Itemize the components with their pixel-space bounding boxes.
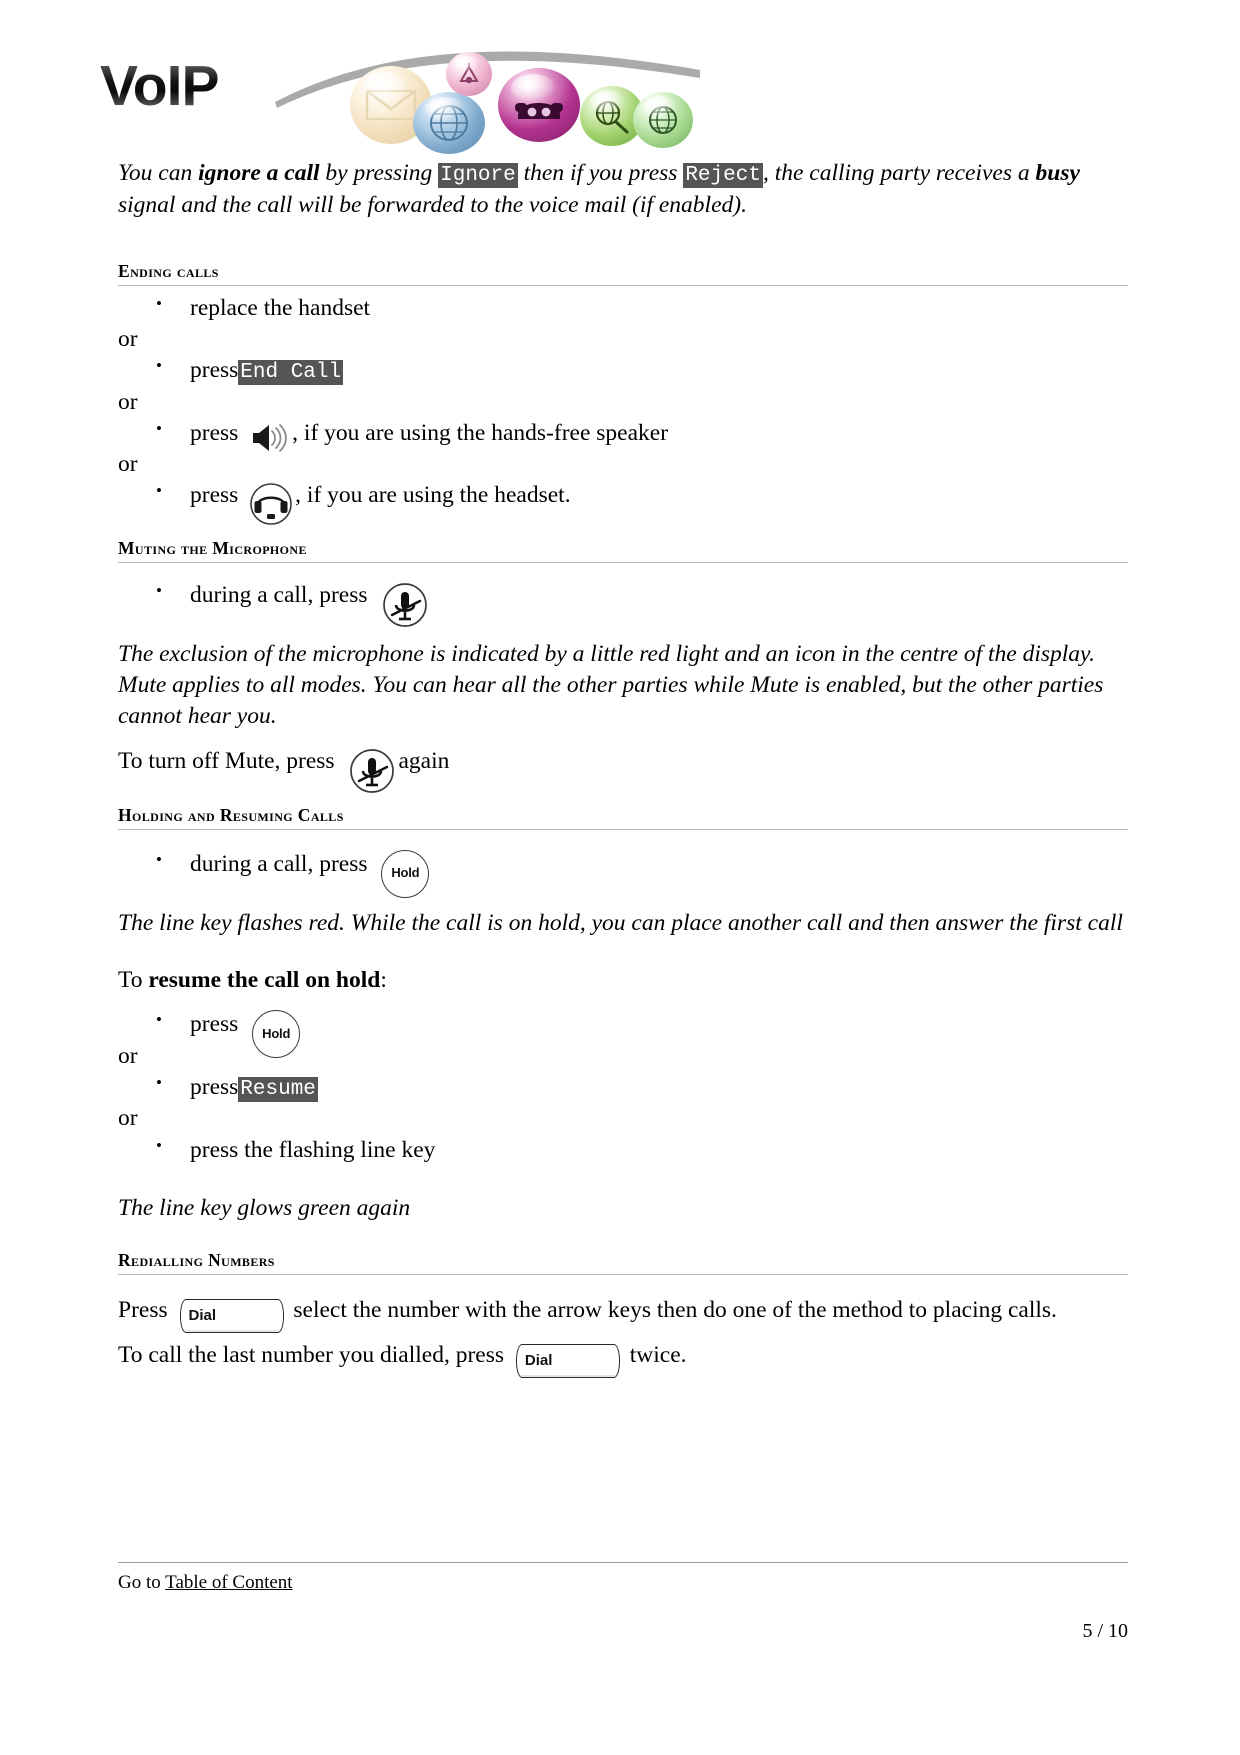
press-text: press: [190, 1074, 239, 1101]
mute-microphone-icon[interactable]: [348, 747, 396, 795]
hold-button-circle: [252, 1010, 300, 1058]
during-call-press-text: during a call, press: [190, 582, 368, 609]
ending-calls-list: [118, 292, 1128, 325]
list-item: [118, 417, 1128, 450]
speaker-icon[interactable]: [250, 422, 290, 454]
hold-button-circle: [381, 850, 429, 898]
footer-goto-line: [118, 1571, 1128, 1596]
header-banner: [100, 30, 700, 142]
section-heading-redialling-numbers: Redialling Numbers: [118, 1249, 275, 1270]
section-heading-holding-resuming-calls: Holding and Resuming Calls: [118, 805, 344, 826]
resume-softkey[interactable]: Resume: [240, 1078, 316, 1102]
sphere-gloss: [643, 96, 676, 117]
or-connector: or: [118, 325, 138, 352]
list-item: [118, 1008, 1128, 1042]
intro-text-7: signal and the call will be forwarded to the voice mail (if enabled).: [118, 191, 747, 218]
banner-icon-group: [250, 34, 710, 142]
list-item: [118, 1134, 1128, 1167]
ending-calls-list-2: [118, 354, 1128, 387]
mute-microphone-icon[interactable]: [381, 581, 429, 629]
page-number: 5 / 10: [1082, 1619, 1128, 1642]
list-item: [118, 354, 1128, 387]
muting-list: [118, 579, 1128, 613]
dial-button-icon[interactable]: [180, 1299, 284, 1333]
redial-instruction-line-2: [118, 1340, 1128, 1371]
hold-button-icon[interactable]: [381, 850, 429, 898]
resume-colon: :: [380, 966, 387, 993]
list-item: [118, 848, 1128, 882]
world-globe-sphere-icon: [633, 92, 693, 148]
press-text: press: [190, 482, 239, 509]
reject-softkey[interactable]: Reject: [685, 164, 761, 187]
or-connector: or: [118, 388, 138, 415]
hold-explanation-paragraph: The line key flashes red. While the call is on hold, you can place another call and then answer the first call: [118, 909, 1123, 936]
telephone-sphere-icon: [498, 68, 580, 142]
heading-divider: [118, 829, 1128, 830]
resume-lead-text: To: [118, 966, 149, 993]
hands-free-speaker-text: , if you are using the hands-free speaker: [292, 420, 669, 447]
intro-text-4: then if you press: [517, 160, 684, 186]
turn-off-mute-text: To turn off Mute, press: [118, 748, 335, 775]
footer-divider: [118, 1562, 1128, 1563]
turn-off-mute-line: [118, 746, 1128, 779]
voip-logo: VoIP: [100, 54, 219, 118]
globe-sphere-icon: [413, 92, 485, 154]
hold-button-label: Hold: [391, 865, 420, 881]
mute-explanation-paragraph: The exclusion of the microphone is indicated by a little red light and an icon in the centre of the display. Mute applies to all modes. You can hear all the other parties while Mute is enabled, but the other parties cannot hear you.: [118, 640, 1104, 730]
end-call-softkey[interactable]: End Call: [240, 361, 342, 385]
twice-text: twice.: [629, 1342, 687, 1369]
satellite-dish-sphere-icon: [446, 52, 492, 96]
section-heading-muting-microphone: Muting the Microphone: [118, 538, 307, 559]
page-content: [100, 0, 1128, 1371]
page-footer: [118, 1562, 1128, 1643]
resume-call-on-hold-emphasis: resume the call on hold: [148, 966, 381, 993]
or-connector: or: [118, 1042, 138, 1069]
sphere-gloss: [590, 91, 625, 114]
press-text: Press: [118, 1296, 168, 1323]
press-text: press: [190, 420, 239, 447]
intro-busy-emphasis: busy: [1035, 160, 1080, 186]
resume-list-1: [118, 1008, 1128, 1042]
resume-list-2: [118, 1071, 1128, 1104]
headset-icon[interactable]: [248, 482, 294, 526]
sphere-gloss: [453, 56, 478, 73]
redial-instruction-line-1: [118, 1295, 1128, 1326]
ignore-softkey[interactable]: Ignore: [440, 164, 516, 187]
list-item: [118, 479, 1128, 512]
intro-text-5: , the calling party receives a: [762, 160, 1036, 186]
resume-call-lead-in: [118, 965, 1128, 996]
press-text: press: [190, 357, 239, 384]
dial-button-shape: [516, 1344, 620, 1378]
ending-calls-list-3: [118, 417, 1128, 450]
intro-text-1: You can: [118, 160, 199, 186]
replace-handset-text: replace the handset: [190, 295, 371, 322]
press-flashing-line-key-text: press the flashing line key: [190, 1136, 436, 1163]
section-heading-ending-calls: Ending calls: [118, 261, 219, 282]
heading-divider: [118, 1274, 1128, 1275]
dial-button-label: Dial: [188, 1306, 217, 1324]
again-text: again: [398, 748, 450, 775]
headset-text: , if you are using the headset.: [295, 482, 571, 509]
heading-divider: [118, 562, 1128, 563]
list-item: [118, 292, 1128, 325]
sphere-gloss: [511, 74, 556, 102]
dial-button-icon[interactable]: [516, 1344, 620, 1378]
or-connector: or: [118, 450, 138, 477]
last-number-text: To call the last number you dialled, press: [118, 1342, 505, 1369]
dial-button-label: Dial: [524, 1352, 553, 1370]
list-item: [118, 1071, 1128, 1104]
hold-button-label: Hold: [262, 1025, 291, 1041]
press-text: press: [190, 1011, 239, 1038]
redial-instruction-text: select the number with the arrow keys then do one of the method to placing calls.: [293, 1296, 1057, 1323]
or-connector: or: [118, 1105, 138, 1132]
list-item: [118, 579, 1128, 613]
holding-list: [118, 848, 1128, 882]
intro-paragraph: [118, 158, 1128, 221]
intro-ignore-call-emphasis: ignore a call: [198, 160, 320, 186]
line-key-glows-green-note: The line key glows green again: [118, 1194, 411, 1221]
ending-calls-list-4: [118, 479, 1128, 512]
hold-button-icon[interactable]: [252, 1010, 300, 1058]
dial-button-shape: [180, 1299, 284, 1333]
sphere-gloss: [363, 72, 408, 102]
intro-text-3: by pressing: [319, 160, 439, 186]
table-of-content-link[interactable]: Table of Content: [165, 1572, 293, 1593]
heading-divider: [118, 285, 1128, 286]
during-call-press-text: during a call, press: [190, 850, 368, 877]
resume-list-3: [118, 1134, 1128, 1167]
goto-text: Go to: [118, 1572, 166, 1593]
sphere-gloss: [425, 97, 465, 121]
